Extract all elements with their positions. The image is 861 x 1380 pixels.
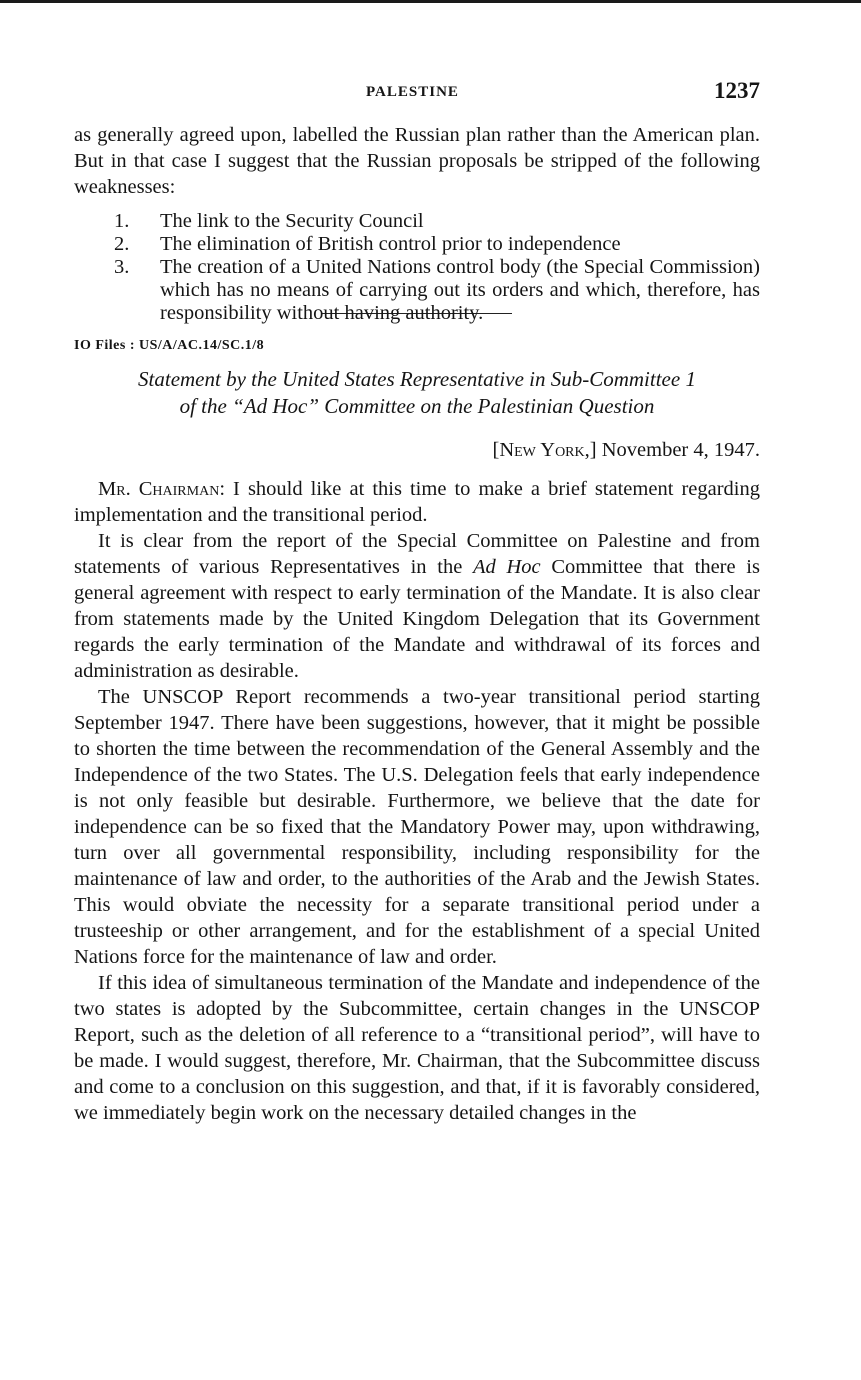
document-title-line-1: Statement by the United States Representative in Sub-Committee 1 [138, 367, 696, 391]
paragraph-1 [74, 476, 760, 528]
paragraph-4: If this idea of simultaneous termination of the Mandate and independence of the two states is adopted by the Subcommittee, certain changes in the UNSCOP Report, such as the deletion of all reference to a “transitional period”, will have to be made. I would suggest, therefore, Mr. Chairman, that the Subcommittee discuss and come to a conclusion on this suggestion, and that, if it is favorably considered, we immediately begin work on the necessary detailed changes in the [74, 972, 760, 1124]
document-title [74, 366, 760, 420]
document-title-line-2: of the “Ad Hoc” Committee on the Palestinian Question [179, 394, 655, 418]
list-item-number: 3. [114, 256, 130, 278]
page-number: 1237 [714, 78, 760, 103]
list-item-text: The creation of a United Nations control body (the Special Commission) which has no means of carrying out its orders and which, therefore, has responsibility without having authority. [160, 256, 760, 324]
list-item [74, 233, 760, 256]
running-head-title: PALESTINE [366, 84, 459, 100]
file-reference: IO Files : US/A/AC.14/SC.1/8 [74, 338, 265, 353]
list-item [74, 256, 760, 325]
dateline [74, 437, 760, 463]
opening-paragraph: as generally agreed upon, labelled the Russian plan rather than the American plan. But in that case I suggest that the Russian proposals be stripped of the following weaknesses: [74, 124, 760, 198]
list-item-text: The elimination of British control prior to independence [160, 233, 621, 255]
weaknesses-list [74, 210, 760, 325]
list-item-number: 2. [114, 233, 130, 255]
dateline-bracket-close: ] [589, 439, 597, 461]
document-page [74, 78, 760, 1126]
paragraph-2 [74, 528, 760, 684]
paragraph-2-text-a: It is clear from the report of the Special Committee on Palestine and from statements of various Representatives in the [74, 530, 760, 578]
speaker-name: Mr. Chairman [98, 478, 220, 500]
list-item-text: The link to the Security Council [160, 210, 424, 232]
dateline-bracket-open: [ [492, 439, 500, 461]
dateline-date: November 4, 1947. [601, 439, 760, 461]
running-head [74, 78, 760, 104]
paragraph-3: The UNSCOP Report recommends a two-year transitional period starting September 1947. There have been suggestions, however, that it might be possible to shorten the time between the recommendation of the General Assembly and the Independence of the two States. The U.S. Delegation feels that early independence is not only feasible but desirable. Furthermore, we believe that the date for independence can be so fixed that the Mandatory Power may, upon withdrawing, turn over all governmental responsibility, including responsibility for the maintenance of law and order, to the authorities of the Arab and the Jewish States. This would obviate the necessity for a separate transitional period under a trusteeship or other arrangement, and for the establishment of a special United Nations force for the maintenance of law and order. [74, 686, 760, 968]
list-item-number: 1. [114, 210, 130, 232]
page-top-edge [0, 0, 861, 3]
paragraph-1-text: : I should like at this time to make a brief statement regarding implementation and the transitional period. [74, 478, 760, 526]
dateline-place: New York, [499, 439, 590, 461]
paragraph-2-text-b: Committee that there is general agreement with respect to early termination of the Mandate. It is also clear from statements made by the United Kingdom Delegation that its Government regards the early termination of the Mandate and withdrawal of its forces and administration as desirable. [74, 556, 760, 682]
list-item [74, 210, 760, 233]
paragraph-2-italic: Ad Hoc [473, 556, 541, 578]
